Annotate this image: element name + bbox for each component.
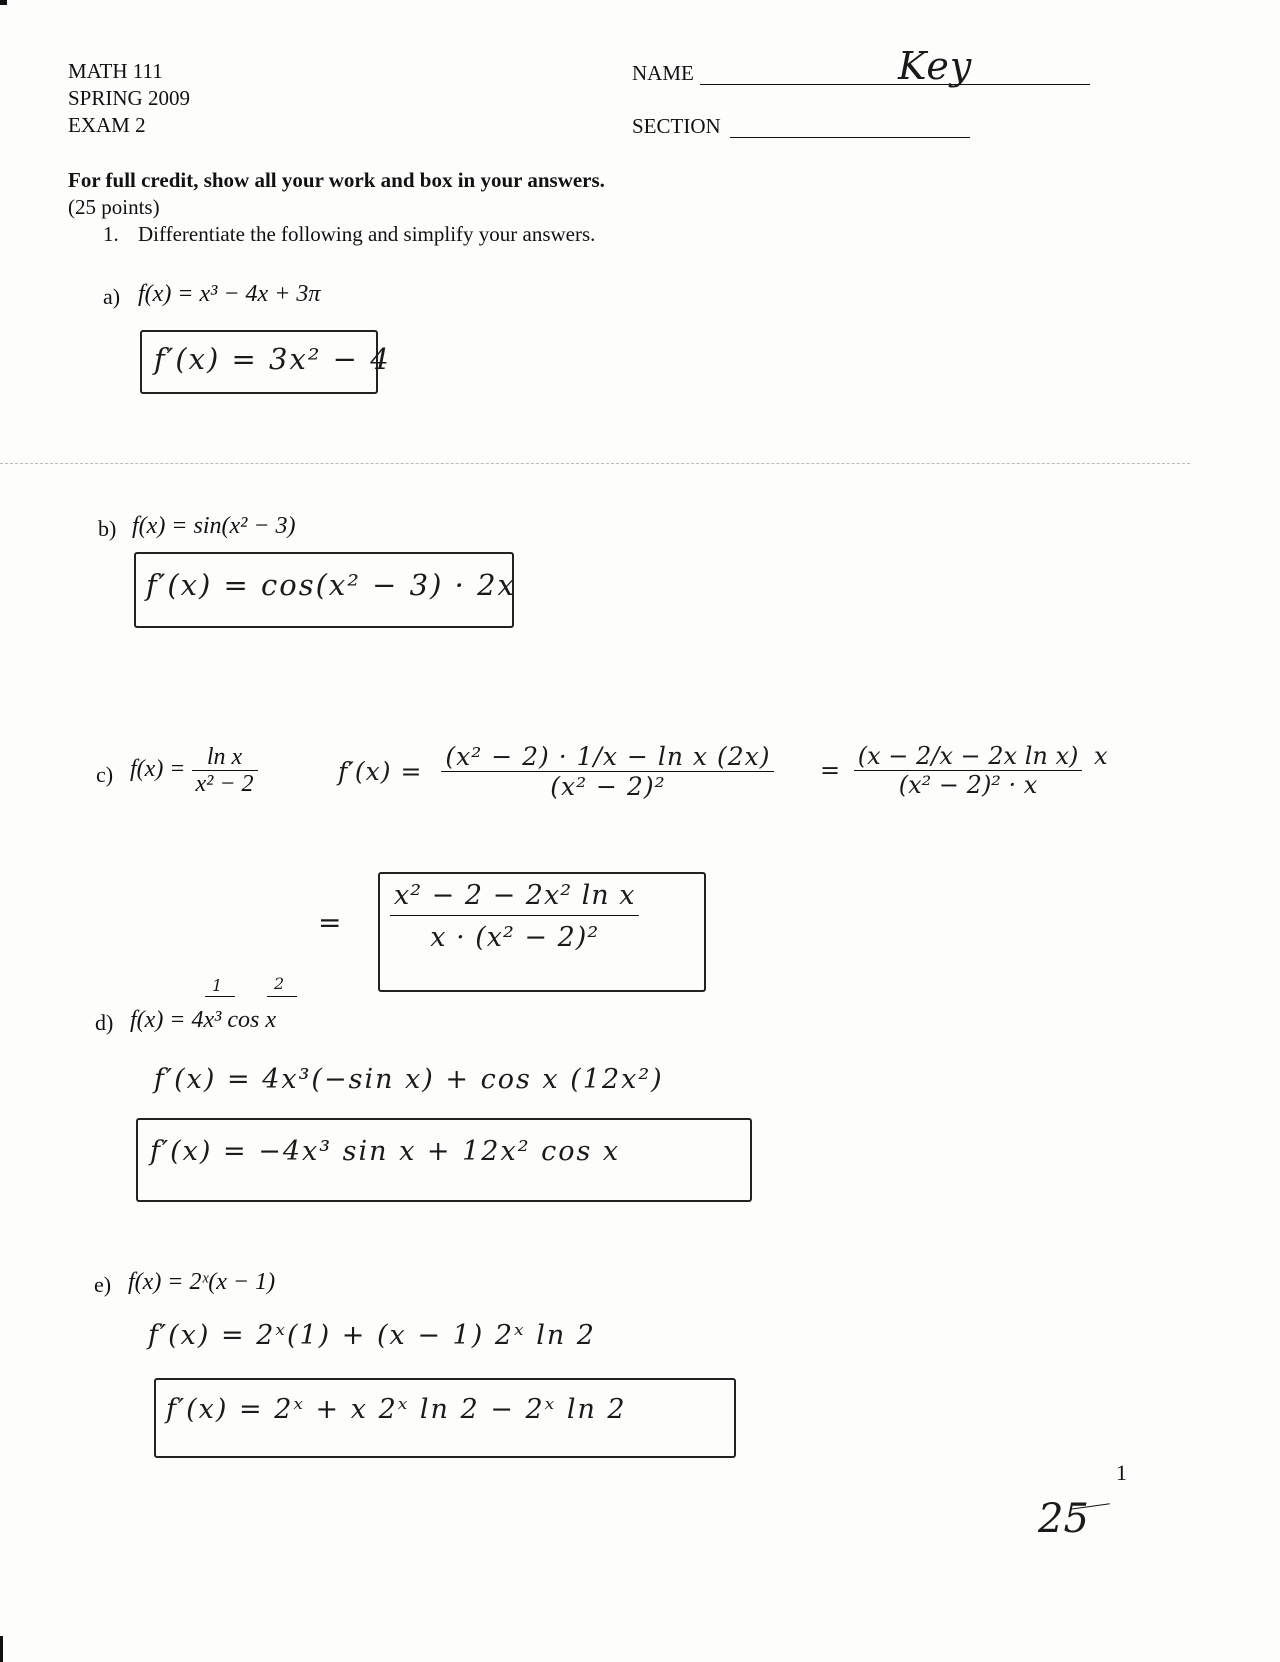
part-c-answer-denominator: x · (x² − 2)² — [430, 922, 600, 953]
part-c-problem-denominator: x² − 2 — [195, 771, 254, 797]
name-line — [700, 84, 1090, 85]
part-e-label: e) — [94, 1272, 112, 1297]
course-term: SPRING 2009 — [68, 86, 190, 110]
scan-noise-line — [0, 463, 1190, 464]
part-c-label: c) — [96, 762, 114, 787]
part-d-answer: f′(x) = −4x³ sin x + 12x² cos x — [150, 1136, 621, 1167]
course-name: MATH 111 — [68, 59, 163, 83]
part-b-problem: f(x) = sin(x² − 3) — [132, 513, 296, 539]
part-c-work-lhs: f′(x) = — [338, 757, 423, 786]
part-c-work-fraction — [441, 742, 774, 801]
part-c-answer-numerator: x² − 2 − 2x² ln x — [390, 880, 639, 916]
name-handwritten: Key — [898, 44, 973, 88]
question-number: 1. — [103, 222, 119, 246]
part-b-answer: f′(x) = cos(x² − 3) · 2x — [146, 568, 516, 602]
part-c-problem — [130, 744, 258, 797]
part-d-label: d) — [95, 1010, 114, 1035]
part-a-problem: f(x) = x³ − 4x + 3π — [138, 281, 321, 307]
part-e-problem: f(x) = 2ˣ(x − 1) — [128, 1269, 276, 1295]
instructions: For full credit, show all your work and box in your answers. — [68, 168, 605, 192]
part-b-label: b) — [98, 516, 117, 541]
part-c-work — [338, 742, 774, 801]
part-d-mark-2: 2 — [274, 974, 287, 993]
part-c-work2-equals: = — [820, 756, 841, 785]
part-d-work: f′(x) = 4x³(−sin x) + cos x (12x²) — [154, 1064, 664, 1095]
part-c-answer — [390, 880, 639, 953]
scan-edge-mark — [0, 1636, 3, 1662]
question-text: Differentiate the following and simplify your answers. — [138, 222, 596, 246]
part-a-answer: f′(x) = 3x² − 4 — [154, 342, 391, 376]
part-e-answer: f′(x) = 2ˣ + x 2ˣ ln 2 − 2ˣ ln 2 — [166, 1394, 627, 1425]
part-d-mark-1: 1 — [212, 976, 225, 995]
part-c-work-numerator: (x² − 2) · 1/x − ln x (2x) — [441, 742, 774, 772]
part-c-problem-numerator: ln x — [192, 744, 258, 771]
part-c-work-denominator: (x² − 2)² — [550, 772, 666, 801]
part-c-problem-fraction — [192, 744, 258, 797]
section-label: SECTION — [632, 114, 721, 138]
page-number: 1 — [1116, 1460, 1127, 1485]
part-c-work2-denominator: (x² − 2)² · x — [898, 771, 1038, 799]
part-d-mark-2-line — [267, 996, 297, 997]
section-line — [730, 137, 970, 138]
part-e-work: f′(x) = 2ˣ(1) + (x − 1) 2ˣ ln 2 — [148, 1320, 596, 1351]
name-label: NAME — [632, 61, 694, 85]
part-c-work2-multiplier: x — [1094, 742, 1108, 770]
part-d-mark-1-line — [205, 996, 235, 997]
part-c-answer-fraction — [390, 880, 639, 953]
part-d-problem: f(x) = 4x³ cos x — [130, 1007, 276, 1033]
part-c-work2-fraction — [854, 742, 1083, 799]
scan-corner-mark — [0, 0, 7, 5]
part-c-problem-lhs: f(x) = — [130, 756, 186, 783]
exam-number: EXAM 2 — [68, 113, 146, 137]
part-c-equals: = — [318, 906, 344, 939]
part-a-label: a) — [103, 284, 121, 309]
part-c-work2 — [820, 742, 1108, 799]
points: (25 points) — [68, 195, 160, 219]
part-c-work2-numerator: (x − 2/x − 2x ln x) — [854, 742, 1083, 771]
score-handwritten: 25 — [1038, 1496, 1089, 1542]
